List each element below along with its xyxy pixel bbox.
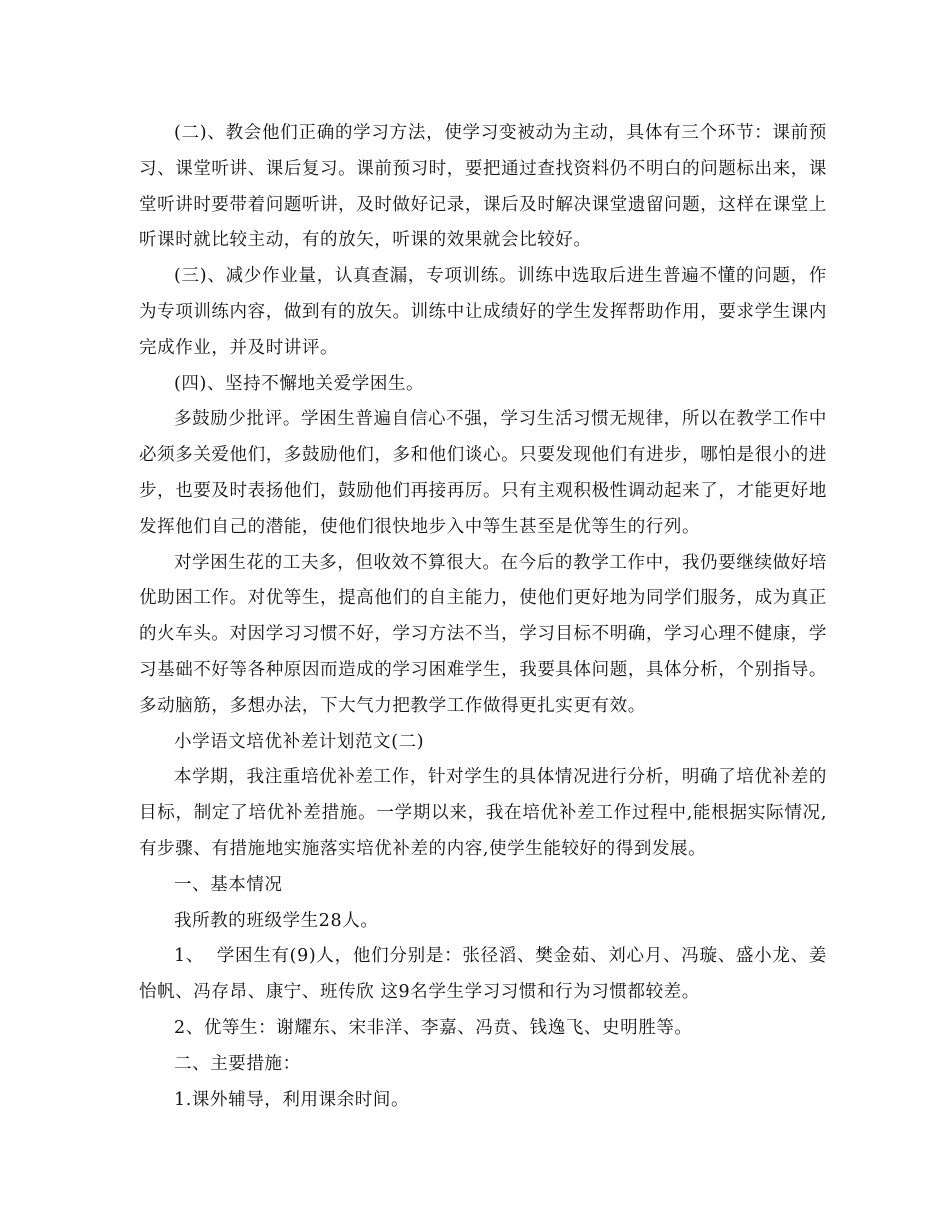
paragraph-encourage: 多鼓励少批评。学困生普遍自信心不强，学习生活习惯无规律，所以在教学工作中必须多关爱他们，多鼓励他们，多和他们谈心。只要发现他们有进步，哪怕是很小的进步，也要及时表扬他们，鼓励他们再接再厉。只有主观积极性调动起来了，才能更好地发挥他们自己的潜能，使他们很快地步入中等生甚至是优等生的行列。 [139, 409, 827, 537]
list-item-tutoring: 1.课外辅导，利用课余时间。 [174, 1089, 410, 1110]
paragraph-method: (二)、教会他们正确的学习方法，使学习变被动为主动，具体有三个环节：课前预习、课堂听讲、课后复习。课前预习时，要把通过查找资料仍不明白的问题标出来，课堂听讲时要带着问题听讲，及时做好记录，课后及时解决课堂遗留问题，这样在课堂上听课时就比较主动，有的放矢，听课的效果就会比较好。 [139, 123, 827, 251]
paragraph-summary: 对学困生花的工夫多，但收效不算很大。在今后的教学工作中，我仍要继续做好培优助困工作。对优等生，提高他们的自主能力，使他们更好地为同学们服务，成为真正的火车头。对因学习习惯不好，学习方法不当，学习目标不明确，学习心理不健康，学习基础不好等各种原因而造成的学习困难学生，我要具体问题，具体分析，个别指导。多动脑筋，多想办法，下大气力把教学工作做得更扎实更有效。 [139, 552, 827, 716]
heading-basic-situation: 一、基本情况 [174, 874, 283, 895]
paragraph-class-size: 我所教的班级学生28人。 [174, 910, 379, 931]
paragraph-homework: (三)、减少作业量，认真查漏，专项训练。训练中选取后进生普遍不懂的问题，作为专项训练内容，做到有的放矢。训练中让成绩好的学生发挥帮助作用，要求学生课内完成作业，并及时讲评。 [139, 266, 827, 358]
paragraph-care-heading: (四)、坚持不懈地关爱学困生。 [174, 373, 425, 394]
list-item-top-students: 2、优等生：谢耀东、宋非洋、李嘉、冯贲、钱逸飞、史明胜等。 [174, 1017, 693, 1038]
list-item-struggling-students: 1、 学困生有(9)人，他们分别是：张径滔、樊金茹、刘心月、冯璇、盛小龙、姜怡帆、冯存昂、康宁、班传欣 这9名学生学习习惯和行为习惯都较差。 [139, 946, 827, 1003]
section-title: 小学语文培优补差计划范文(二) [174, 731, 425, 752]
paragraph-intro: 本学期，我注重培优补差工作，针对学生的具体情况进行分析，明确了培优补差的目标，制定了培优补差措施。一学期以来，我在培优补差工作过程中,能根据实际情况,有步骤、有措施地实施落实培优补差的内容,使学生能较好的得到发展。 [139, 767, 827, 859]
document-body [139, 116, 827, 1118]
heading-main-measures: 二、主要措施： [174, 1053, 301, 1074]
